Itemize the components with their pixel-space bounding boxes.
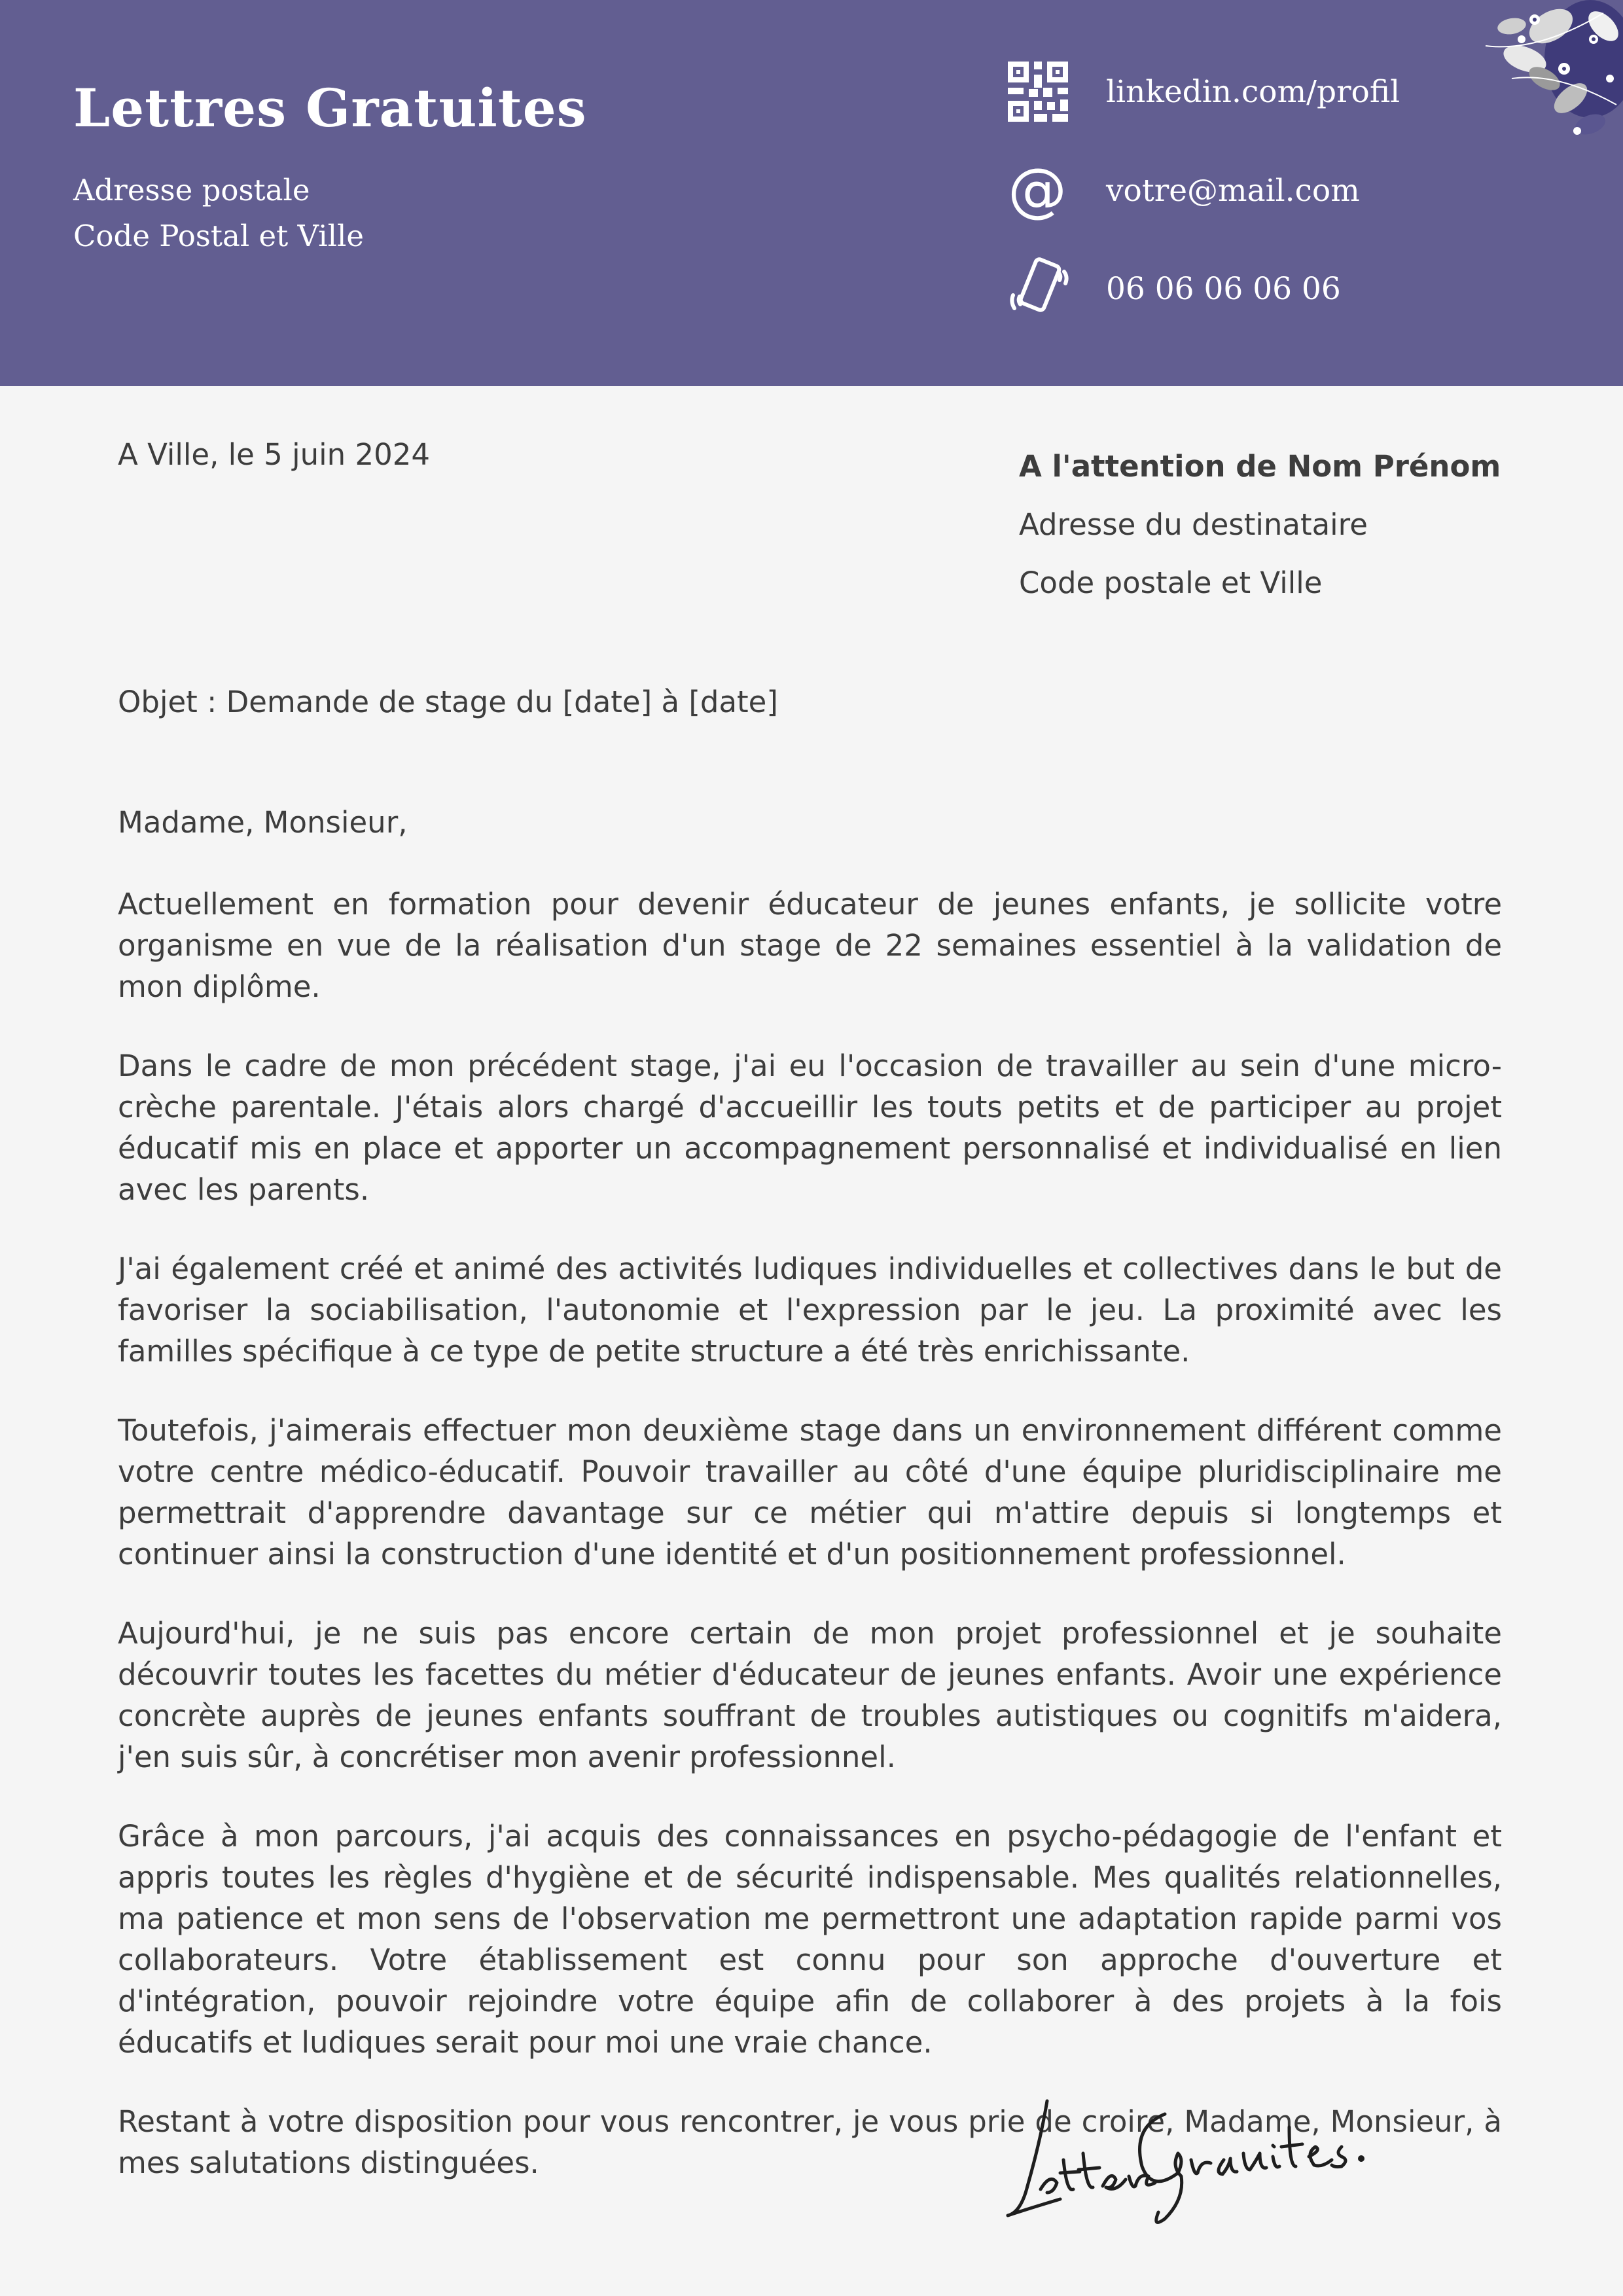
contact-email[interactable] bbox=[1008, 154, 1531, 226]
floral-decoration-icon bbox=[1472, 0, 1623, 157]
recipient-city: Code postale et Ville bbox=[1019, 565, 1323, 600]
body-paragraph: Restant à votre disposition pour vous rencontrer, je vous prie de croire, Madame, Monsieur, à mes salutations distinguées. bbox=[118, 2104, 1502, 2180]
letter-date: A Ville, le 5 juin 2024 bbox=[118, 437, 430, 472]
qr-code-icon bbox=[1008, 56, 1080, 128]
sender-name: Lettres Gratuites bbox=[73, 77, 587, 139]
sender-address-line2: Code Postal et Ville bbox=[73, 219, 365, 253]
sender-address bbox=[73, 168, 364, 259]
linkedin-text[interactable]: linkedin.com/profil bbox=[1106, 73, 1400, 110]
body-paragraph: Toutefois, j'aimerais effectuer mon deuxième stage dans un environnement différent comme votre centre médico-éducatif. Pouvoir travailler au côté d'une équipe pluridisciplinaire me permettrait d'apprendre davantage sur ce métier qui m'attire depuis si longtemps et continuer ainsi la construction d'une identité et d'un positionnement professionnel. bbox=[118, 1413, 1502, 1571]
letter-salutation: Madame, Monsieur, bbox=[118, 805, 408, 840]
body-paragraph: J'ai également créé et animé des activités ludiques individuelles et collectives dans le but de favoriser la sociabilisation, l'autonomie et l'expression par le jeu. La proximité avec les familles spécifique à ce type de petite structure a été très enrichissante. bbox=[118, 1251, 1502, 1369]
letter-subject: Objet : Demande de stage du [date] à [date] bbox=[118, 685, 778, 719]
at-sign-icon: @ bbox=[1008, 156, 1067, 224]
handwritten-signature bbox=[1001, 2062, 1394, 2232]
contact-phone[interactable] bbox=[1008, 253, 1531, 325]
body-paragraph: Aujourd'hui, je ne suis pas encore certain de mon projet professionnel et je souhaite découvrir toutes les facettes du métier d'éducateur de jeunes enfants. Avoir une expérience concrète auprès de jeunes enfants souffrant de troubles autistiques ou cognitifs m'aidera, j'en suis sûr, à concrétiser mon avenir professionnel. bbox=[118, 1616, 1502, 1774]
letter-body bbox=[118, 884, 1502, 2221]
body-paragraph: Actuellement en formation pour devenir éducateur de jeunes enfants, je sollicite votre organisme en vue de la réalisation d'un stage de 22 semaines essentiel à la validation de mon diplôme. bbox=[118, 887, 1502, 1004]
phone-icon bbox=[1008, 253, 1080, 325]
body-paragraph: Dans le cadre de mon précédent stage, j'ai eu l'occasion de travailler au sein d'une micro-crèche parentale. J'étais alors chargé d'accueillir les touts petits et de participer au projet éducatif mis en place et apporter un accompagnement personnalisé et individualisé en lien avec les parents. bbox=[118, 1049, 1502, 1207]
recipient-name: A l'attention de Nom Prénom bbox=[1019, 449, 1501, 484]
body-paragraph: Grâce à mon parcours, j'ai acquis des connaissances en psycho-pédagogie de l'enfant et appris toutes les règles d'hygiène et de sécurité indispensable. Mes qualités relationnelles, ma patience et mon sens de l'observation me permettront une adaptation rapide parmi vos collaborateurs. Votre établissement est connu pour son approche d'ouverture et d'intégration, pouvoir rejoindre votre équipe afin de collaborer à des projets à la fois éducatifs et ludiques serait pour moi une vraie chance. bbox=[118, 1819, 1502, 2060]
recipient-block bbox=[1019, 437, 1501, 612]
recipient-address: Adresse du destinataire bbox=[1019, 507, 1368, 542]
contact-linkedin[interactable] bbox=[1008, 56, 1531, 128]
sender-address-line1: Adresse postale bbox=[73, 173, 310, 207]
letter-header bbox=[0, 0, 1623, 386]
phone-text[interactable]: 06 06 06 06 06 bbox=[1106, 270, 1341, 307]
email-text[interactable]: votre@mail.com bbox=[1106, 172, 1360, 209]
